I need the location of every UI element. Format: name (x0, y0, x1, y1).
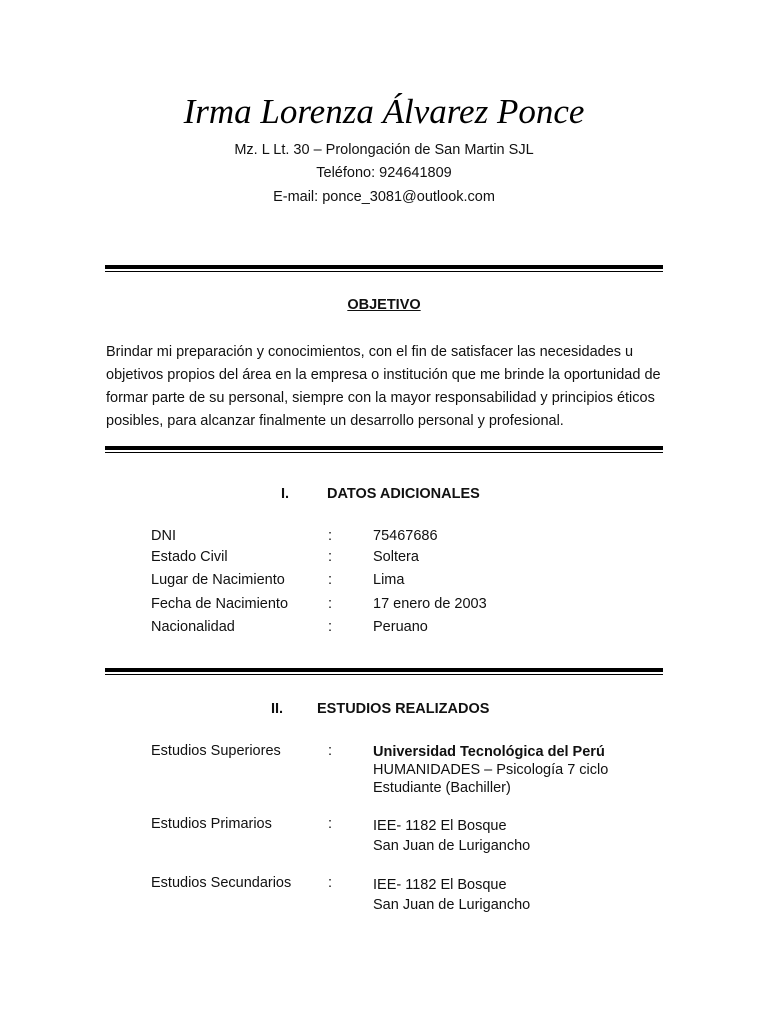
info-label: Nacionalidad (151, 619, 235, 635)
info-colon: : (328, 572, 333, 588)
info-colon: : (328, 619, 333, 635)
info-row (151, 596, 671, 619)
phone-line: Teléfono: 924641809 (316, 165, 452, 181)
education-colon: : (328, 875, 333, 891)
education-colon: : (328, 816, 333, 832)
info-value: Peruano (373, 619, 428, 635)
info-label: Fecha de Nacimiento (151, 596, 289, 612)
education-detail: Estudiante (Bachiller) (373, 780, 511, 796)
info-colon: : (328, 528, 333, 544)
education-colon: : (328, 743, 333, 759)
education-detail: HUMANIDADES – Psicología 7 ciclo (373, 762, 609, 778)
objective-heading: OBJETIVO (347, 297, 421, 313)
info-value: 75467686 (373, 528, 438, 544)
info-row (151, 572, 671, 595)
address-line: Mz. L Lt. 30 – Prolongación de San Martin SJL (234, 142, 534, 158)
email-line: E-mail: ponce_3081@outlook.com (273, 189, 495, 205)
education-label: Estudios Primarios (151, 816, 272, 832)
info-label: Lugar de Nacimiento (151, 572, 285, 588)
section-heading-datos: DATOS ADICIONALES (327, 486, 480, 502)
section-heading-estudios: ESTUDIOS REALIZADOS (317, 701, 490, 717)
education-detail: IEE- 1182 El Bosque (373, 818, 507, 834)
resume-name: Irma Lorenza Álvarez Ponce (183, 92, 585, 131)
education-label: Estudios Superiores (151, 743, 281, 759)
section-number: II. (271, 701, 284, 717)
info-row (151, 549, 671, 572)
section-divider (105, 668, 663, 675)
education-detail: IEE- 1182 El Bosque (373, 877, 507, 893)
education-label: Estudios Secundarios (151, 875, 292, 891)
section-divider (105, 265, 663, 272)
info-row (151, 619, 671, 642)
objective-paragraph: Brindar mi preparación y conocimientos, con el fin de satisfacer las necesidades u objetivos propios del área en la empresa o institución que me brinde la oportunidad de formar parte de su personal, siempre con la mayor responsabilidad y principios éticos posibles, para alcanzar finalmente un desarrollo personal y profesional. (106, 344, 661, 429)
section-divider (105, 446, 663, 453)
education-detail: San Juan de Lurigancho (373, 838, 531, 854)
info-label: Estado Civil (151, 549, 228, 565)
info-row (151, 528, 671, 551)
education-detail: San Juan de Lurigancho (373, 897, 531, 913)
info-value: Lima (373, 572, 405, 588)
info-label: DNI (151, 528, 176, 544)
info-colon: : (328, 549, 333, 565)
info-colon: : (328, 596, 333, 612)
university-name: Universidad Tecnológica del Perú (373, 744, 605, 760)
info-value: 17 enero de 2003 (373, 596, 487, 612)
info-value: Soltera (373, 549, 419, 565)
section-number: I. (281, 486, 290, 502)
